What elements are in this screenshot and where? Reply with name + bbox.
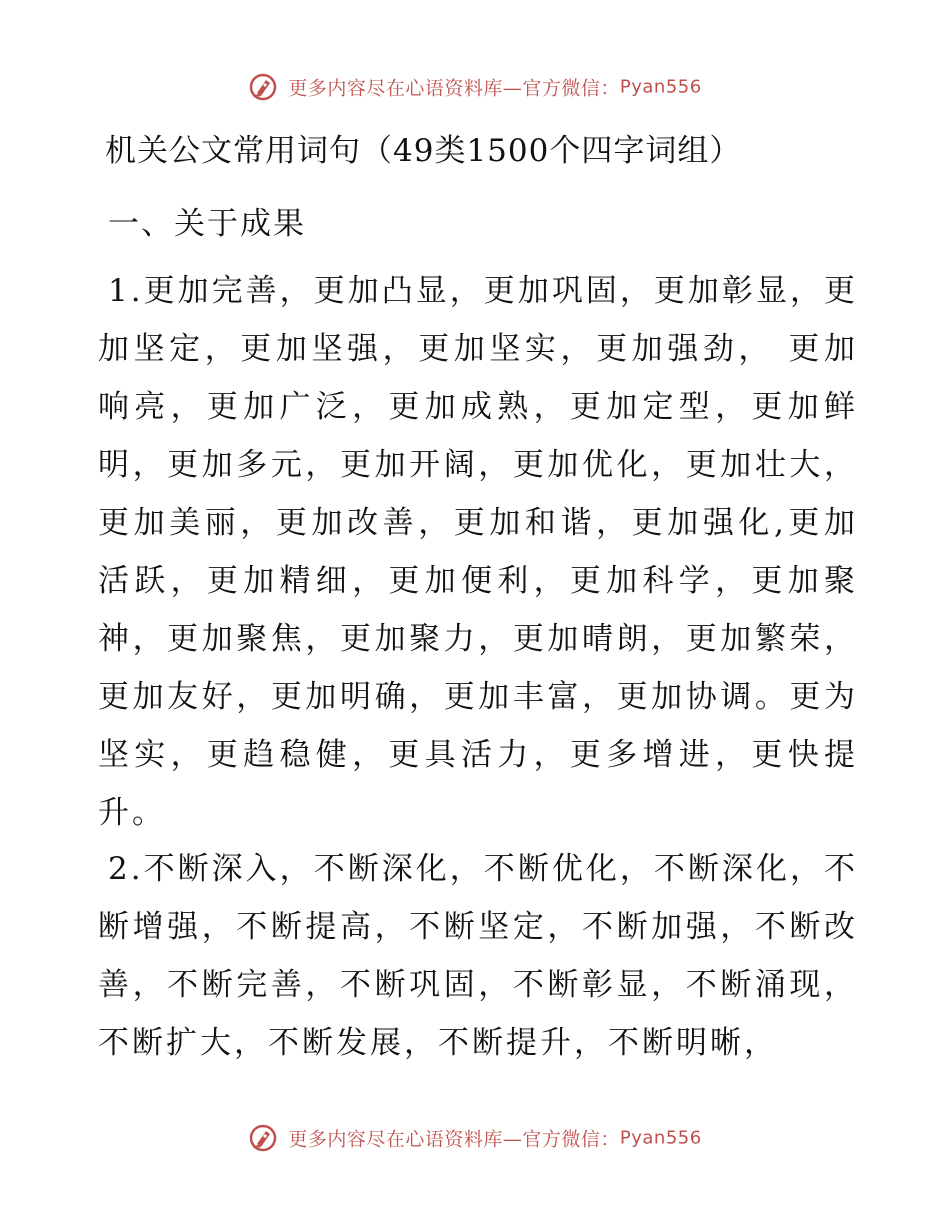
paragraph-2: 2.不断深入，不断深化，不断优化，不断深化，不断增强，不断提高，不断坚定，不断加强，不断改善，不断完善，不断巩固，不断彰显，不断涌现，不断扩大，不断发展，不断提升，不断明晰， [98, 851, 858, 1061]
paragraph-1: 1.更加完善，更加凸显，更加巩固，更加彰显，更加坚定，更加坚强，更加坚实，更加强劲， 更加响亮，更加广泛，更加成熟，更加定型，更加鲜明，更加多元，更加开阔，更加优化，更加壮大，更加美丽，更加改善，更加和谐，更加强化,更加活跃，更加精细，更加便利，更加科学，更加聚神，更加聚焦，更加聚力，更加晴朗，更加繁荣，更加友好，更加明确，更加丰富，更加协调。更为坚实，更趋稳健，更具活力，更多增进，更快提升。 [98, 273, 858, 831]
watermark-wechat-id: Pyan556 [619, 76, 702, 98]
watermark-header [0, 72, 950, 102]
watermark-text: 更多内容尽在心语资料库—官方微信： [288, 1128, 620, 1151]
watermark-text: 更多内容尽在心语资料库—官方微信： [288, 77, 620, 100]
pen-nib-circle-icon [248, 1123, 278, 1153]
document-title: 机关公文常用词句（49类1500个四字词组） [105, 133, 742, 169]
pen-nib-circle-icon [248, 72, 278, 102]
section-heading: 一、关于成果 [108, 206, 306, 242]
watermark-footer [0, 1123, 950, 1153]
watermark-wechat-id: Pyan556 [619, 1127, 702, 1149]
